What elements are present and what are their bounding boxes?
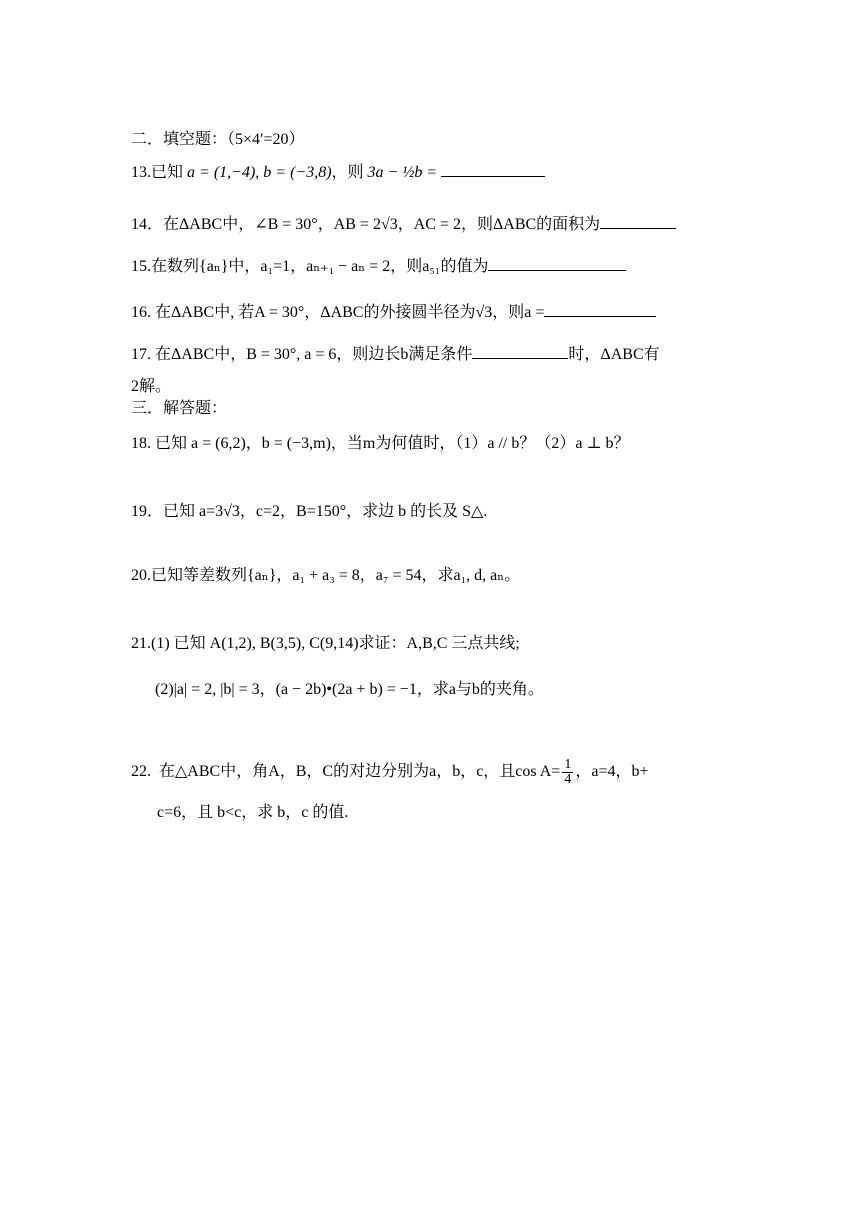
- question-22-text-line-1-after: ，a=4，b+: [575, 763, 649, 781]
- answer-blank-17[interactable]: [472, 342, 568, 359]
- question-14-text: ΔABC中，∠B = 30°，AB = 2√3，AC = 2，则ΔABC的面积为: [179, 216, 601, 233]
- question-20-label: 20.: [131, 567, 151, 584]
- question-21-part-1: [131, 634, 520, 654]
- question-17-line-2: 2解。: [131, 378, 172, 395]
- question-18-label: 18.: [131, 435, 151, 452]
- question-21-part-2-label: (2): [155, 681, 174, 698]
- answer-blank-13[interactable]: [441, 160, 545, 177]
- question-16-text: 在ΔABC中, 若A = 30°，ΔABC的外接圆半径为√3，则a =: [155, 304, 545, 321]
- question-13-expression: 3a − ½b =: [367, 164, 438, 181]
- question-16-label: 16.: [131, 304, 151, 321]
- question-14-label: 14．在: [131, 216, 180, 233]
- answer-blank-14[interactable]: [600, 212, 676, 229]
- question-22: [131, 758, 649, 787]
- question-15-text: {aₙ}中，a₁=1，aₙ₊₁ − aₙ = 2，则a₅₁的值为: [199, 258, 489, 275]
- section-2-heading: 二．填空题：（5×4′=20）: [131, 131, 305, 148]
- fraction-one-quarter: $\frac{1}{4}$: [564, 757, 572, 787]
- question-21-part-2: [155, 680, 544, 700]
- question-17-label: 17.: [131, 346, 151, 363]
- question-13-then: ，则: [331, 164, 364, 181]
- question-16: [131, 300, 656, 323]
- question-13: [131, 160, 545, 183]
- question-17-text-after: 时，ΔABC有: [568, 346, 660, 363]
- question-22-label: 22.: [131, 763, 151, 781]
- question-14: [131, 212, 676, 235]
- question-21-part-1-text: 已知 A(1,2), B(3,5), C(9,14)求证：A,B,C 三点共线;: [173, 635, 520, 652]
- section-3-heading: 三．解答题：: [131, 400, 228, 417]
- question-22-line-2: c=6，且 b<c，求 b，c 的值.: [157, 804, 349, 821]
- question-22-text-line-1: 在△ABC中，角A，B，C的对边分别为a，b，c，且cos A=: [159, 763, 561, 781]
- question-21-part-2-text: |a| = 2, |b| = 3，(a − 2b)•(2a + b) = −1，求a与b的夹角。: [173, 681, 544, 698]
- question-19-text: 已知 a=3√3，c=2，B=150°，求边 b 的长及 S△.: [163, 503, 488, 520]
- question-21-part-1-label: 21.(1): [131, 635, 170, 652]
- question-17: [131, 342, 660, 365]
- question-15-label: 15.在数列: [131, 258, 200, 275]
- question-15: [131, 254, 626, 277]
- question-19-label: 19．: [131, 503, 164, 520]
- question-13-condition: a = (1,−4), b = (−3,8): [187, 164, 332, 181]
- answer-blank-15[interactable]: [488, 254, 626, 271]
- question-13-label: 13.已知: [131, 164, 184, 181]
- question-18: [131, 434, 630, 454]
- answer-blank-16[interactable]: [544, 300, 656, 317]
- question-20: [131, 566, 520, 586]
- question-20-text: 已知等差数列{aₙ}，a₁ + a₃ = 8，a₇ = 54，求a₁, d, aₙ。: [151, 567, 521, 584]
- question-17-text: 在ΔABC中，B = 30°, a = 6，则边长b满足条件: [155, 346, 473, 363]
- question-18-text: 已知 a = (6,2)，b = (−3,m)，当m为何值时，（1）a // b？（2）a ⊥ b？: [155, 435, 630, 452]
- question-19: [131, 502, 487, 522]
